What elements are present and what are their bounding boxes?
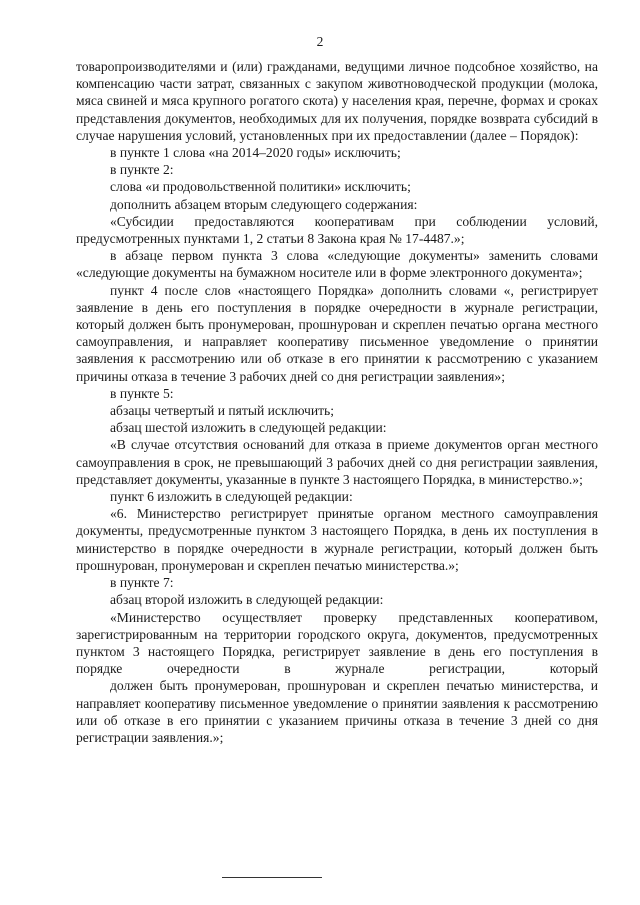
paragraph: «В случае отсутствия оснований для отказа в приеме документов орган местного самоуправления в срок, не превышающий 3 рабочих дней со дня регистрации заявления, представляет документы, указанные в пункте 3 настоящего Порядка, в министерство.»; (76, 437, 598, 487)
paragraph: «6. Министерство регистрирует принятые органом местного самоуправления документы, предусмотренные пунктом 3 настоящего Порядка, в день их поступления в министерство в порядке очередности в журнале регистрации, который должен быть прошнурован, пронумерован и скреплен печатью министерства.»; (76, 506, 598, 573)
paragraph: в абзаце первом пункта 3 слова «следующие документы» заменить словами «следующие документы на бумажном носителе или в форме электронного документа»; (76, 248, 598, 281)
paragraph: в пункте 1 слова «на 2014–2020 годы» исключить; (110, 145, 401, 161)
footer-rule (222, 877, 322, 878)
paragraph: пункт 4 после слов «настоящего Порядка» дополнить словами «, регистрирует заявление в день его поступления в порядке очередности в журнале регистрации, который должен быть пронумерован, прошнурован и скреплен печатью органа местного самоуправления, и направляет кооперативу письменное уведомление о принятии заявления к рассмотрению или об отказе в его принятии к рассмотрению с указанием причины отказа в течение 3 рабочих дней со дня регистрации заявления»; (76, 282, 598, 384)
paragraph: товаропроизводителями и (или) гражданами, ведущими личное подсобное хозяйство, на компенсацию части затрат, связанных с закупом животноводческой продукции (молока, мяса свиней и мяса крупного рогатого скота) у населения края, перечне, формах и сроках представления документов, необходимых для их получения, порядке возврата субсидий в случае нарушения условий, установленных при их предоставлении (далее – Порядок): (76, 59, 598, 143)
paragraph: абзацы четвертый и пятый исключить; (110, 403, 335, 419)
paragraph: «Субсидии предоставляются кооперативам при соблюдении условий, предусмотренных пунктами 1, 2 статьи 8 Закона края № 17-4487.»; (76, 213, 598, 247)
paragraph: слова «и продовольственной политики» исключить; (110, 179, 411, 195)
paragraph: должен быть пронумерован, прошнурован и скреплен печатью министерства, и направляет кооперативу письменное уведомление о принятии заявления к рассмотрению или об отказе в его принятии с указанием причины отказа в течение 3 дней со дня регистрации заявления.»; (76, 678, 598, 745)
paragraph: дополнить абзацем вторым следующего содержания: (110, 196, 418, 212)
paragraph: абзац шестой изложить в следующей редакции: (110, 420, 387, 436)
paragraph: пункт 6 изложить в следующей редакции: (110, 489, 353, 505)
paragraph: в пункте 7: (110, 575, 174, 591)
document-body (76, 58, 598, 746)
paragraph: в пункте 5: (110, 385, 174, 401)
paragraph: в пункте 2: (110, 162, 174, 178)
paragraph: «Министерство осуществляет проверку представленных кооперативом, зарегистрированным на территории городского округа, документов, предусмотренных пунктом 3 настоящего Порядка, регистрирует заявление в день его поступления в порядке очередности в журнале регистрации, который (76, 609, 598, 677)
paragraph: абзац второй изложить в следующей редакции: (110, 592, 384, 608)
page-number: 2 (316, 34, 324, 49)
